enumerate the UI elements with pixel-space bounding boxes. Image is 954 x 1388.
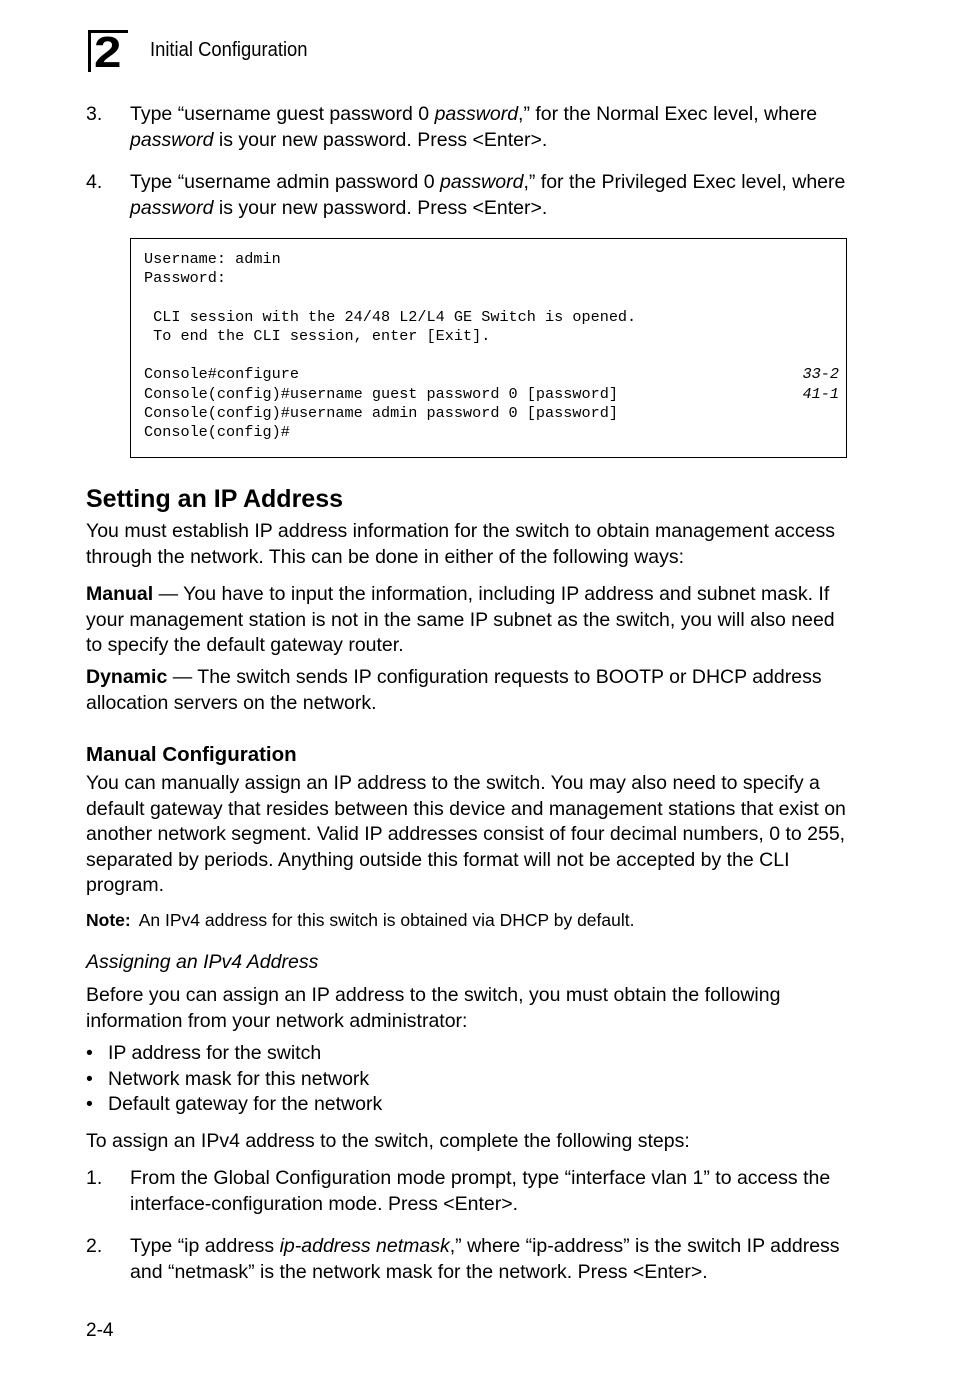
manual-paragraph: Manual — You have to input the information, including IP address and subnet mask. If your management station is not in the same IP subnet as the switch, you will also need to specify the default gateway router.: [86, 583, 835, 656]
section-title: Setting an IP Address: [86, 485, 344, 513]
subsection-body: You can manually assign an IP address to the switch. You may also need to specify a default gateway that resides between this device and management stations that exist on another network segment. Valid IP addresses consist of four decimal numbers, 0 to 255, separated by periods. Anything outside this format will not be accepted by the CLI program.: [86, 772, 846, 896]
note-text: An IPv4 address for this switch is obtained via DHCP by default.: [138, 910, 635, 930]
italic-heading: Assigning an IPv4 Address: [86, 951, 319, 973]
steps-intro: To assign an IPv4 address to the switch, complete the following steps:: [86, 1130, 690, 1152]
code-line: Username: admin: [144, 250, 281, 268]
page-number: 2-4: [86, 1320, 114, 1341]
code-line: To end the CLI session, enter [Exit].: [144, 327, 491, 345]
step-number: 4.: [86, 171, 103, 193]
note-label: Note:: [86, 910, 131, 930]
cli-code-block: [130, 238, 847, 458]
chapter-number-box: [88, 28, 128, 77]
code-ref: 33-2: [802, 365, 839, 383]
code-line: Console(config)#username guest password 0 [password]: [144, 385, 618, 403]
manual-label: Manual: [86, 583, 154, 605]
step-text: Type “username guest password 0 password,” for the Normal Exec level, where password is your new password. Press <Enter>.: [130, 103, 818, 151]
code-line: Password:: [144, 269, 227, 287]
dynamic-label: Dynamic: [86, 666, 168, 688]
step-2: [86, 1234, 856, 1285]
step-1: [86, 1166, 856, 1217]
requirements-list: [86, 1041, 382, 1118]
step-number: 2.: [86, 1235, 103, 1257]
list-item: • IP address for the switch: [86, 1042, 322, 1064]
list-item: • Network mask for this network: [86, 1067, 370, 1090]
step-4: [86, 170, 856, 221]
code-line: CLI session with the 24/48 L2/L4 GE Switch is opened.: [144, 308, 637, 326]
list-item: • Default gateway for the network: [86, 1093, 383, 1115]
chapter-number: 2: [94, 28, 122, 77]
step-number: 3.: [86, 103, 103, 125]
chapter-title: Initial Configuration: [150, 39, 308, 61]
dynamic-paragraph: Dynamic — The switch sends IP configuration requests to BOOTP or DHCP address allocation servers on the network.: [86, 666, 822, 714]
step-text: Type “username admin password 0 password,” for the Privileged Exec level, where password is your new password. Press <Enter>.: [130, 171, 846, 219]
code-line: Console(config)#: [144, 423, 290, 441]
subsection-title: Manual Configuration: [86, 743, 297, 766]
code-line: Console#configure: [144, 365, 299, 383]
step-3: [86, 102, 856, 153]
code-line: Console(config)#username admin password 0 [password]: [144, 404, 618, 422]
step-text: From the Global Configuration mode prompt, type “interface vlan 1” to access the interface-configuration mode. Press <Enter>.: [130, 1167, 831, 1215]
section-intro: You must establish IP address information for the switch to obtain management access through the network. This can be done in either of the following ways:: [86, 520, 835, 568]
code-ref: 41-1: [802, 385, 839, 403]
step-text: Type “ip address ip-address netmask,” where “ip-address” is the switch IP address and “netmask” is the network mask for the network. Press <Enter>.: [130, 1235, 840, 1283]
before-paragraph: Before you can assign an IP address to the switch, you must obtain the following information from your network administrator:: [86, 984, 781, 1032]
step-number: 1.: [86, 1167, 103, 1189]
note: [86, 909, 634, 931]
